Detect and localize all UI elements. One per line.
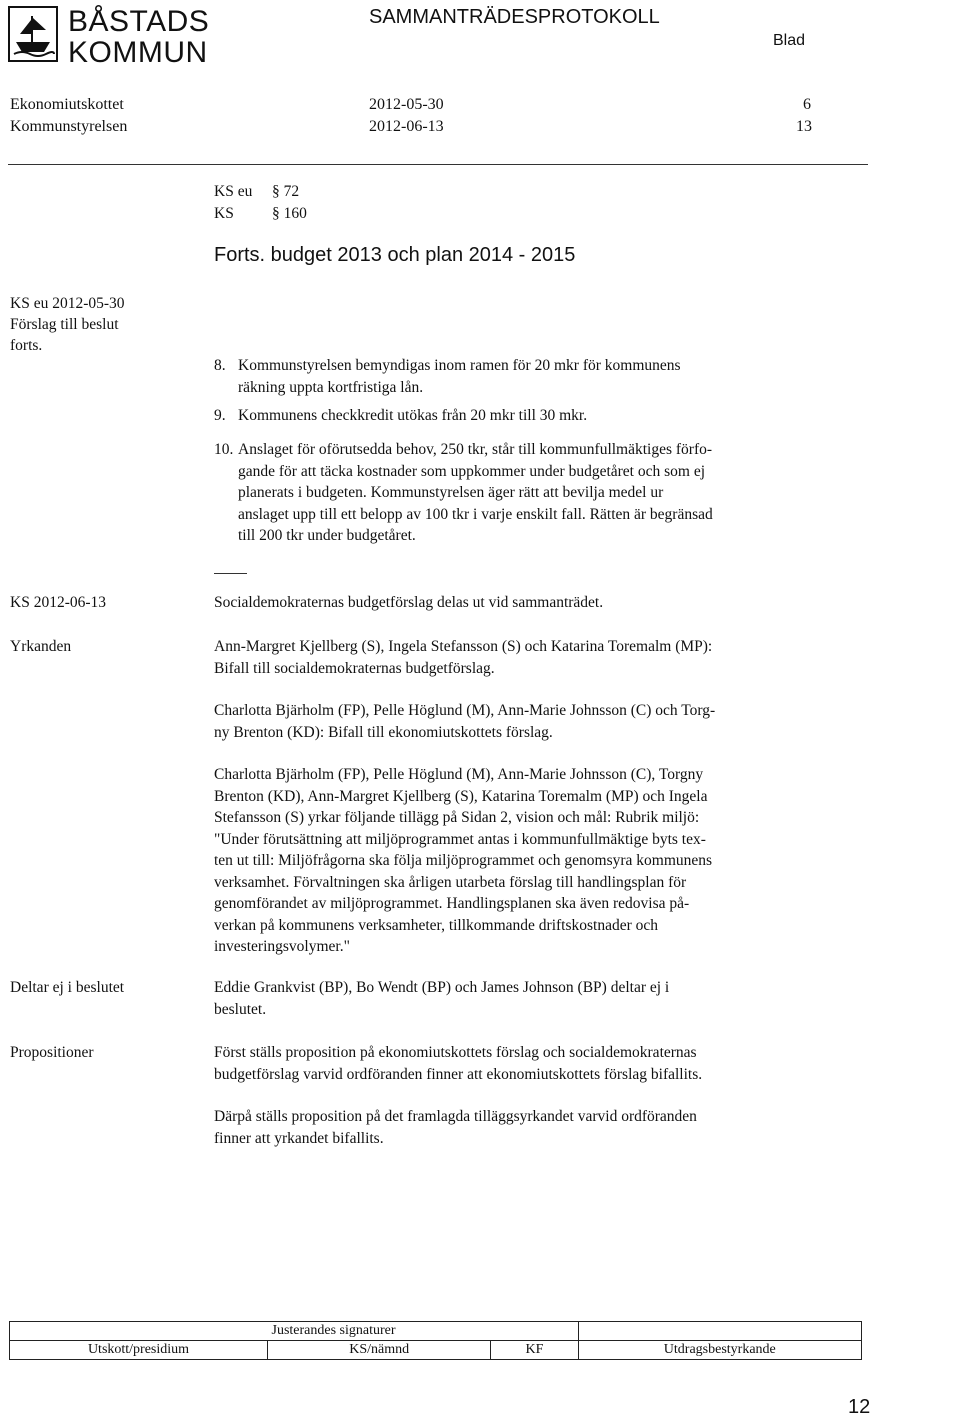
- municipality-logo: [8, 6, 58, 62]
- document-title: SAMMANTRÄDESPROTOKOLL: [369, 6, 660, 28]
- text-line: verksamhet. Förvaltningen ska årligen utarbeta förslag till handlingsplan för: [214, 873, 687, 891]
- header-page-1: 6: [803, 96, 811, 113]
- proposition-1: [214, 1042, 834, 1085]
- header-divider: [8, 164, 868, 165]
- text-line: ny Brenton (KD): Bifall till ekonomiutskottets förslag.: [214, 723, 553, 741]
- item-number: 8.: [214, 357, 226, 374]
- item-number: 9.: [214, 407, 226, 424]
- item-line: Anslaget för oförutsedda behov, 250 tkr, står till kommunfullmäktiges förfo-: [238, 441, 713, 458]
- section-title: Forts. budget 2013 och plan 2014 - 2015: [214, 244, 576, 266]
- yrkande-1: [214, 636, 834, 679]
- page-number: 12: [848, 1396, 871, 1418]
- text-line: investeringsvolymer.": [214, 938, 350, 955]
- item-line: Kommunstyrelsen bemyndigas inom ramen för 20 mkr för kommunens: [238, 357, 681, 374]
- side-label-yrkanden: Yrkanden: [10, 638, 72, 655]
- text-line: Eddie Grankvist (BP), Bo Wendt (BP) och James Johnson (BP) deltar ej i: [214, 979, 670, 996]
- side-note-line: forts.: [10, 337, 43, 354]
- item-line: planerats i budgeten. Kommunstyrelsen äger rätt att bevilja medel ur: [238, 484, 664, 501]
- yrkande-2: [214, 700, 834, 743]
- header-page-2: 13: [796, 118, 812, 135]
- item-number: 10.: [214, 441, 234, 458]
- text-line: budgetförslag varvid ordföranden finner att ekonomiutskottets förslag bifallits.: [214, 1065, 703, 1083]
- item-line: anslaget upp till ett belopp av 100 tkr i varje enskilt fall. Rätten är begränsad: [238, 505, 713, 523]
- text-line: Charlotta Bjärholm (FP), Pelle Höglund (M), Ann-Marie Johnsson (C), Torgny: [214, 766, 704, 783]
- item-line: räkning uppta kortfristiga lån.: [238, 378, 424, 396]
- short-divider: [214, 573, 247, 574]
- text-line: finner att yrkandet bifallits.: [214, 1129, 384, 1147]
- text-line: Charlotta Bjärholm (FP), Pelle Höglund (M), Ann-Marie Johnsson (C) och Torg-: [214, 702, 716, 719]
- text-line: beslutet.: [214, 1000, 267, 1018]
- side-note-line: Förslag till beslut: [10, 316, 119, 333]
- text-line: ten ut till: Miljöfrågorna ska följa miljöprogrammet och genomsyra kommunens: [214, 852, 713, 869]
- municipality-name-line2: KOMMUN: [68, 36, 208, 69]
- text-line: verkan på kommunens verksamheter, tillkommande driftskostnader och: [214, 916, 659, 934]
- sheet-label: Blad: [773, 32, 806, 49]
- yrkande-3: [214, 764, 834, 958]
- text-line: Först ställs proposition på ekonomiutskottets förslag och socialdemokraternas: [214, 1044, 697, 1061]
- text-line: Bifall till socialdemokraternas budgetförslag.: [214, 659, 495, 677]
- ref-label-2: KS: [214, 205, 234, 222]
- text-line: Därpå ställs proposition på det framlagda tilläggsyrkandet varvid ordföranden: [214, 1108, 697, 1125]
- text-line: Ann-Margret Kjellberg (S), Ingela Stefansson (S) och Katarina Toremalm (MP):: [214, 638, 713, 655]
- proposition-2: [214, 1106, 834, 1149]
- item-line: gande för att täcka kostnader som uppkommer under budgetåret och som ej: [238, 462, 706, 480]
- signature-col-utskott: Utskott/presidium: [10, 1341, 268, 1360]
- side-label-propositioner: Propositioner: [10, 1044, 94, 1061]
- side-label-ks: KS 2012-06-13: [10, 594, 107, 611]
- signature-cell-empty: [578, 1322, 861, 1341]
- deltar-text: [214, 977, 834, 1020]
- signature-col-ks: KS/nämnd: [268, 1341, 491, 1360]
- signature-cell-empty: [10, 1322, 268, 1341]
- ks-note: Socialdemokraternas budgetförslag delas ut vid sammanträdet.: [214, 594, 604, 611]
- text-line: "Under förutsättning att miljöprogrammet antas i kommunfullmäktige byts tex-: [214, 830, 706, 848]
- side-note-line: KS eu 2012-05-30: [10, 295, 125, 312]
- item-line: Kommunens checkkredit utökas från 20 mkr till 30 mkr.: [238, 407, 588, 424]
- signature-table: [9, 1321, 862, 1360]
- ref-section-2: § 160: [272, 205, 307, 222]
- text-line: genomförandet av miljöprogrammet. Handlingsplanen ska även redovisa på-: [214, 895, 690, 912]
- side-label-deltar: Deltar ej i beslutet: [10, 979, 125, 996]
- item-line: till 200 tkr under budgetåret.: [238, 527, 416, 544]
- signature-table-title: Justerandes signaturer: [268, 1322, 579, 1341]
- ref-section-1: § 72: [272, 183, 300, 200]
- header-date-2: 2012-06-13: [369, 118, 444, 135]
- ref-label-1: KS eu: [214, 183, 253, 200]
- ship-icon: [10, 8, 56, 60]
- text-line: Brenton (KD), Ann-Margret Kjellberg (S), Katarina Toremalm (MP) och Ingela: [214, 787, 708, 805]
- header-body-2: Kommunstyrelsen: [10, 118, 128, 135]
- header-body-1: Ekonomiutskottet: [10, 96, 124, 113]
- header-date-1: 2012-05-30: [369, 96, 444, 113]
- text-line: Stefansson (S) yrkar följande tillägg på Sidan 2, vision och mål: Rubrik miljö:: [214, 809, 700, 826]
- municipality-name-line1: BÅSTADS: [68, 5, 210, 38]
- signature-col-kf: KF: [491, 1341, 578, 1360]
- signature-col-utdrag: Utdragsbestyrkande: [578, 1341, 861, 1360]
